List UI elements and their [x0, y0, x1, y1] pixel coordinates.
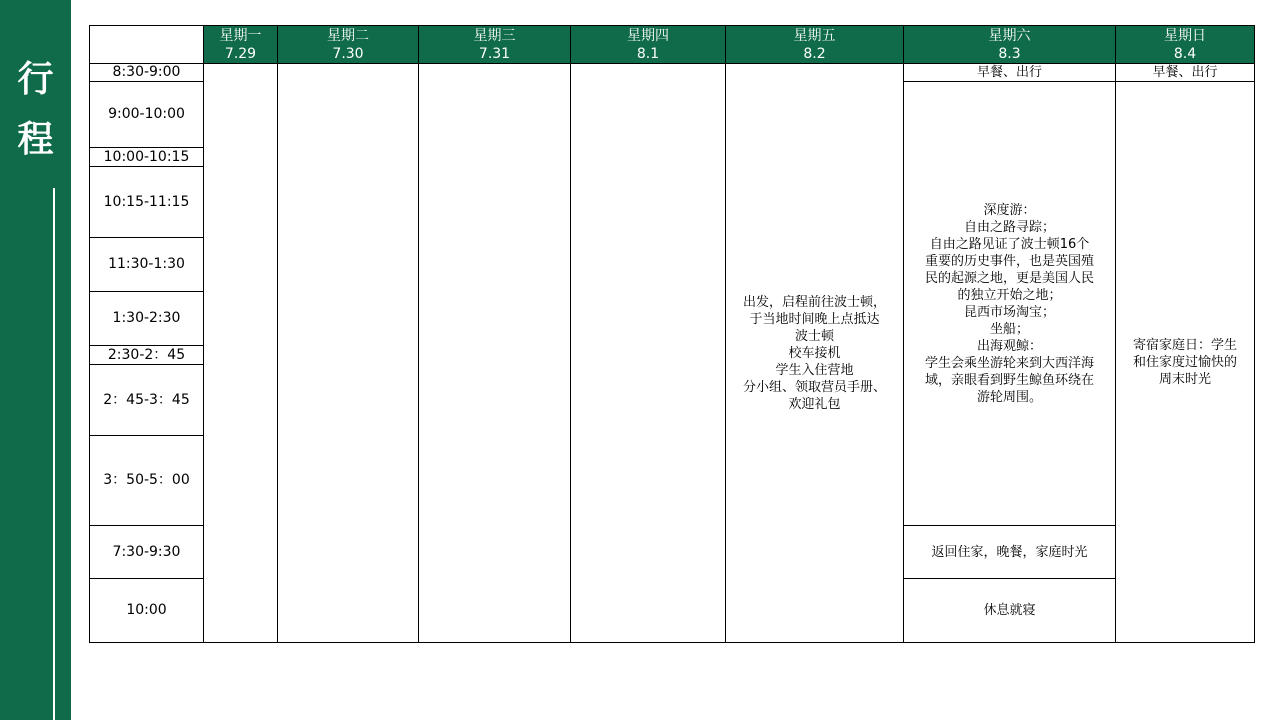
day-header-mon [204, 26, 278, 64]
day-header-tue [278, 26, 419, 64]
sidebar [0, 0, 71, 720]
time-slot: 10:15-11:15 [90, 167, 204, 238]
day-date: 7.31 [478, 45, 511, 62]
time-slot: 10:00 [90, 579, 204, 643]
day-date: 7.30 [332, 45, 364, 62]
day-header-thu [571, 26, 726, 64]
time-slot: 1:30-2:30 [90, 292, 204, 346]
day-name: 星期五 [793, 27, 836, 44]
day-date: 8.3 [998, 45, 1021, 62]
day-header-sat [904, 26, 1116, 64]
table-row [90, 64, 1255, 82]
time-slot: 11:30-1:30 [90, 238, 204, 292]
day-header-wed [419, 26, 571, 64]
day-cell-tue [278, 64, 419, 643]
sidebar-divider-line [53, 188, 55, 720]
sat-breakfast-cell: 早餐、出行 [904, 64, 1116, 82]
day-name: 星期日 [1164, 27, 1206, 44]
day-cell-wed [419, 64, 571, 643]
day-date: 8.4 [1173, 45, 1197, 62]
day-date: 7.29 [224, 45, 257, 62]
time-slot: 2:30-2：45 [90, 346, 204, 365]
time-slot: 2：45-3：45 [90, 365, 204, 436]
day-name: 星期六 [988, 27, 1031, 44]
time-slot: 3：50-5：00 [90, 436, 204, 526]
sun-activity-cell: 寄宿家庭日：学生 和住家度过愉快的 周末时光 [1116, 82, 1255, 643]
sun-breakfast-cell: 早餐、出行 [1116, 64, 1255, 82]
day-header-fri [726, 26, 904, 64]
time-slot: 8:30-9:00 [90, 64, 204, 82]
time-slot: 7:30-9:30 [90, 526, 204, 579]
day-date: 8.1 [636, 45, 660, 62]
day-cell-mon [204, 64, 278, 643]
day-header-sun [1116, 26, 1255, 64]
schedule-table [89, 25, 1255, 643]
day-name: 星期一 [219, 27, 262, 44]
day-name: 星期二 [327, 27, 369, 44]
header-corner-cell [90, 26, 204, 64]
sat-night-cell: 休息就寝 [904, 579, 1116, 643]
sidebar-title: 行 程 [17, 59, 54, 160]
sat-activity-cell: 深度游： 自由之路寻踪； 自由之路见证了波士顿16个 重要的历史事件，也是英国殖 民的起源之地，更是美国人民 的独立开始之地； 昆西市场淘宝； 坐船； 出海观鲸： 学生会乘坐游轮来到大西洋海 域，亲眼看到野生鲸鱼环绕在 游轮周围。 [904, 82, 1116, 526]
time-slot: 10:00-10:15 [90, 148, 204, 167]
day-name: 星期四 [627, 27, 669, 44]
time-slot: 9:00-10:00 [90, 82, 204, 148]
day-cell-thu [571, 64, 726, 643]
header-row [90, 26, 1255, 64]
day-name: 星期三 [473, 27, 516, 44]
sat-evening-cell: 返回住家，晚餐，家庭时光 [904, 526, 1116, 579]
fri-activity-cell: 出发，启程前往波士顿， 于当地时间晚上点抵达 波士顿 校车接机 学生入住营地 分小组、领取营员手册、 欢迎礼包 [726, 64, 904, 643]
day-date: 8.2 [803, 45, 826, 62]
